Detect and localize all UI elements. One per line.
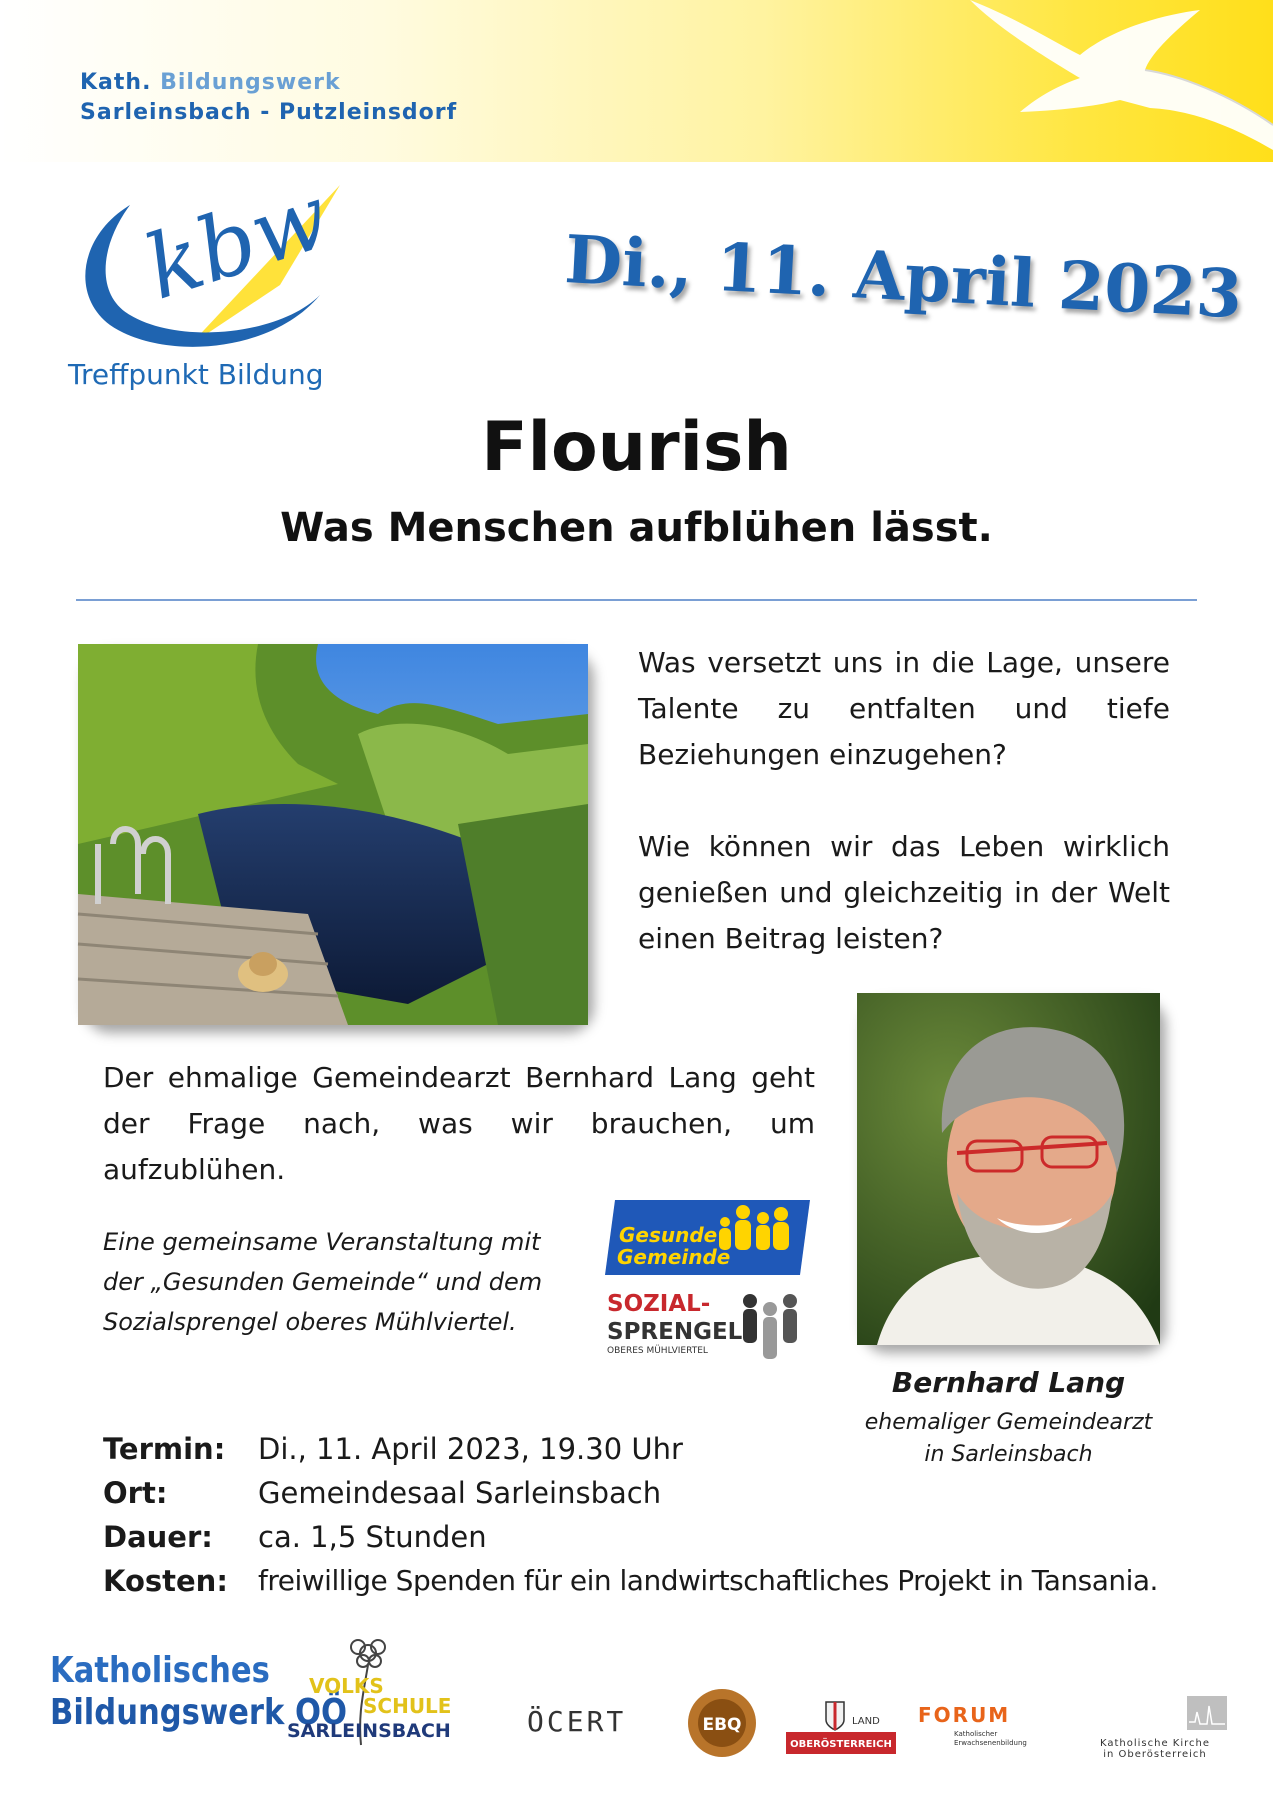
info-termin-label: Termin: — [103, 1432, 226, 1466]
event-title: Flourish — [481, 408, 792, 487]
logo-kbw-text: kbw — [133, 164, 342, 320]
schule-text: SCHULE — [363, 1694, 452, 1718]
speaker-name: Bernhard Lang — [891, 1366, 1126, 1399]
volksschule-logo — [283, 1635, 452, 1750]
info-dauer-label: Dauer: — [103, 1520, 213, 1554]
cooperation-note: Eine gemeinsame Veranstaltung mit der „Gesunden Gemeinde“ und dem Sozialsprengel oberes Mühlviertel. — [103, 1228, 543, 1336]
gesunde-gemeinde-logo — [605, 1200, 810, 1280]
forum-text: FORUM — [918, 1703, 1011, 1727]
sozial-text-line2: SPRENGEL — [607, 1319, 743, 1345]
kbw-ooe-line2: Bildungswerk OÖ — [50, 1692, 348, 1733]
info-termin-value: Di., 11. April 2023, 19.30 Uhr — [258, 1432, 683, 1466]
dove-icon — [960, 0, 1273, 162]
katholische-kirche-logo — [1075, 1694, 1235, 1760]
info-ort-label: Ort: — [103, 1476, 168, 1510]
info-kosten-value: freiwillige Spenden für ein landwirtschaftliches Projekt in Tansania. — [258, 1564, 1158, 1597]
logo-tagline: Treffpunkt Bildung — [68, 358, 324, 391]
sarleinsbach-text: SARLEINSBACH — [287, 1720, 451, 1742]
question-paragraph-1: Was versetzt uns in die Lage, unsere Talente zu entfalten und tiefe Beziehungen einzugehen? — [638, 646, 1170, 771]
volks-text: VOLKS — [309, 1674, 384, 1698]
sozial-text-line1: SOZIAL- — [607, 1291, 711, 1317]
forum-sub-line2: Erwachsenenbildung — [954, 1739, 1027, 1747]
oecert-logo — [527, 1705, 626, 1738]
info-kosten-label: Kosten: — [103, 1564, 228, 1598]
divider-line — [76, 599, 1197, 601]
speaker-portrait-photo — [857, 993, 1160, 1345]
event-date-headline: Di., 11. April 2023 — [562, 220, 1245, 334]
speaker-role-line2: in Sarleinsbach — [924, 1442, 1093, 1467]
speaker-role-line1: ehemaliger Gemeindearzt — [864, 1410, 1153, 1435]
forum-sub-line1: Katholischer — [954, 1730, 998, 1738]
org-name-line1 — [80, 70, 341, 95]
org-kath: Kath. — [80, 70, 152, 95]
ebq-text: EBQ — [702, 1715, 742, 1735]
land-text-line2: OBERÖSTERREICH — [790, 1739, 892, 1750]
sozial-text-line3: OBERES MÜHLVIERTEL — [607, 1346, 708, 1356]
pond-photo — [78, 644, 588, 1025]
forum-logo — [918, 1700, 1028, 1750]
kbw-ooe-line1: Katholisches — [50, 1650, 270, 1691]
land-ooe-logo — [786, 1696, 896, 1754]
org-name-line2: Sarleinsbach - Putzleinsdorf — [80, 100, 458, 125]
info-ort-value: Gemeindesaal Sarleinsbach — [258, 1476, 662, 1510]
people-icon — [743, 1294, 797, 1359]
event-subtitle: Was Menschen aufblühen lässt. — [280, 505, 993, 551]
coat-of-arms-icon — [826, 1702, 844, 1730]
kbw-logo — [70, 164, 350, 360]
gesunde-text-line1: Gesunde — [619, 1223, 718, 1247]
info-dauer-value: ca. 1,5 Stunden — [258, 1520, 487, 1554]
org-bildungswerk: Bildungswerk — [160, 70, 341, 95]
church-skyline-icon — [1187, 1696, 1227, 1730]
ebq-logo — [687, 1688, 757, 1758]
land-text-line1: LAND — [852, 1716, 880, 1727]
kirche-text-line2: in Oberösterreich — [1103, 1749, 1207, 1760]
intro-paragraph: Der ehmalige Gemeindearzt Bernhard Lang geht der Frage nach, was wir brauchen, um aufzublühen. — [103, 1061, 815, 1186]
oecert-text: ÖCERT — [527, 1705, 627, 1738]
gesunde-text-line2: Gemeinde — [617, 1245, 731, 1269]
kirche-text-line1: Katholische Kirche — [1099, 1738, 1211, 1749]
sozialsprengel-logo — [605, 1287, 810, 1371]
question-paragraph-2: Wie können wir das Leben wirklich genießen und gleichzeitig in der Welt einen Beitrag leisten? — [638, 830, 1170, 955]
